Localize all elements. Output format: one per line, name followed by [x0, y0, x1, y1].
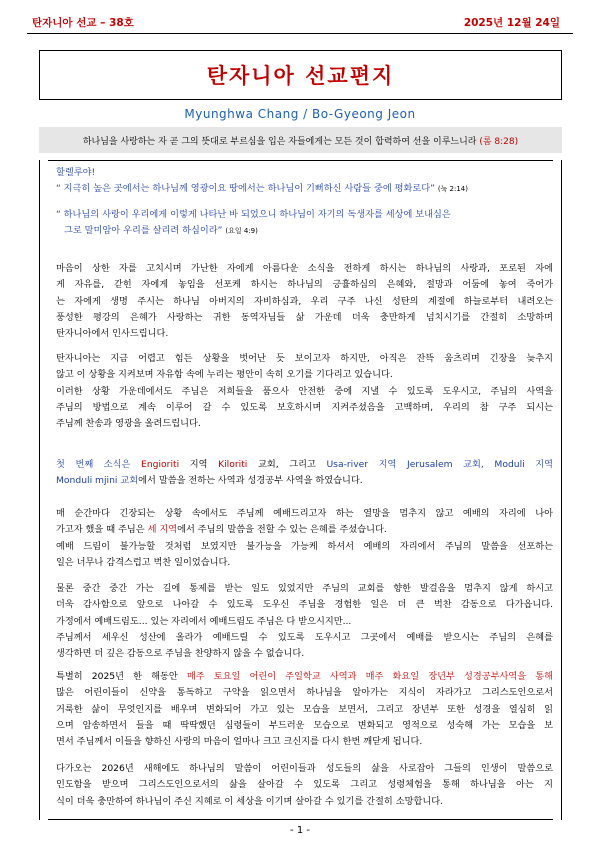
header-date: 2025년 12월 24일	[463, 17, 560, 29]
paragraph-4	[56, 581, 553, 662]
page-number: - 1 -	[290, 825, 310, 836]
paragraph-line: 않고 이 상황을 지켜보며 자유함 속에 누리는 평안이 속히 오기를 기다리고 있습니다.	[56, 369, 393, 381]
news-1-line-2	[56, 473, 553, 489]
paragraph-line: 마음이 상한 자를 고치시며 가난한 자에게 아름다운 소식을 전하게 하시는 하나님의 사랑과, 포로된 자에	[56, 263, 553, 274]
paragraph-line	[56, 522, 553, 538]
verse-text: 하나님을 사랑하는 자 곧 그의 뜻대로 부르심을 입은 자들에게는 모든 것이 합력하여 선을 이루느니라	[82, 136, 477, 147]
news-1-place-1: Engioriti	[141, 459, 180, 470]
news-1-places-2: Usa-river 지역 Jerusalem 교회, Moduli 지역	[326, 459, 554, 470]
verse-ref: (롬 8:28)	[479, 136, 519, 147]
paragraph-line: 게 자유를, 갇힌 자에게 놓임을 선포케 하시는 하나님의 긍휼하심의 은혜와, 절망과 어둠에 놓여 죽어가	[56, 279, 553, 291]
quote-1-ref: (눅 2:14)	[437, 185, 468, 194]
news-1-lead: 첫 번째 소식은	[56, 459, 131, 470]
news-1	[56, 457, 553, 490]
paragraph-fragment: 가고자 했을 때 주님은	[56, 524, 148, 536]
news-1-church-3: Monduli mjini 교회	[56, 475, 139, 487]
paragraph-line: 주님께서 세우신 성산에 올라가 예배드릴 수 있도록 도우시고 그곳에서 예배를 받으시는 주님의 은혜를	[56, 631, 553, 643]
quote-2-line-2	[56, 223, 553, 239]
quote-1-text: “ 지극히 높은 곳에서는 하나님께 영광이요 땅에서는 하나님이 기뻐하신 사람들 중에 평화로다”	[56, 183, 435, 195]
paragraph-line: 다가오는 2026년 새해에도 하나님의 말씀이 어린이들과 성도들의 삶을 사로잡아 그들의 인생이 말씀으로	[56, 763, 553, 774]
paragraph-fragment: 특별히 2025년 한 해동안	[56, 671, 187, 682]
paragraph-line: 탄자니아에서 인사드립니다.	[56, 328, 169, 340]
page-title: 탄자니아 선교편지	[206, 64, 395, 88]
paragraph-line: 많은 어린이들이 신약을 통독하고 구약을 읽으면서 하나님을 알아가는 지식이 자라가고 그리스도인으로서	[56, 687, 553, 699]
paragraph-2	[56, 351, 553, 432]
paragraph-line: 거룩한 삶이 무엇인지를 배우며 변화되어 가고 있는 모습을 보면서, 그리고 장년부 또한 성경을 열심히 읽	[56, 703, 553, 715]
quote-2	[56, 207, 553, 240]
paragraph-line: 예배 드림이 불가능할 것처럼 보였지만 불가능을 가능케 하셔서 예배의 자리에서 주님의 말씀을 선포하는	[56, 540, 553, 552]
quote-2-line-2-text: 그로 말미암아 우리를 살리려 하심이라”	[64, 225, 223, 237]
frame-right	[561, 160, 562, 820]
paragraph-line: 면서 주님께서 이들을 향하신 사랑의 마음이 얼마나 크고 크신지를 다시 한번 깨닫게 됩니다.	[56, 736, 423, 748]
paragraph-line: 이러한 상황 가운데에서도 주님은 저희들을 품으사 안전한 중에 지낼 수 있도록 도우시고, 주님의 사역을	[56, 385, 553, 397]
paragraph-line: 탄자니아는 지금 어렵고 힘든 상황을 벗어난 듯 보이고자 하지만, 아직은 잔뜩 움츠리며 긴장을 늦추지	[56, 353, 553, 364]
quote-2-line-1: “ 하나님의 사랑이 우리에게 이렇게 나타난 바 되었으니 하나님이 자기의 독생자를 세상에 보내심은	[56, 209, 451, 220]
news-1-rest: 에서 말씀을 전하는 사역과 성경공부 사역을 하였습니다.	[138, 475, 363, 487]
frame-left	[39, 160, 40, 820]
paragraph-line: 일은 너무나 감격스럽고 벅찬 일이었습니다.	[56, 556, 231, 568]
paragraph-fragment: 에서 주님의 말씀을 전할 수 있는 은혜를 주셨습니다.	[177, 524, 387, 536]
header-issue: 탄자니아 선교 – 38호	[32, 17, 134, 29]
paragraph-line: 풍성한 평강의 은혜가 사랑하는 귀한 동역자님들 삶 가운데 더욱 충만하게 넘치시기를 간절히 소망하며	[56, 311, 553, 323]
paragraph-line: 물론 중간 중간 가는 길에 통제를 받는 일도 있었지만 주님의 교회를 향한 발걸음을 멈추지 않게 하시고	[56, 583, 553, 594]
title-box	[39, 50, 562, 100]
paragraph-line: 으며 암송하면서 들을 때 딱딱했던 심령들이 부드러운 모습으로 변화되고 영적으로 성숙해 가는 모습을 보	[56, 719, 553, 731]
paragraph-line	[56, 669, 553, 685]
paragraph-6	[56, 761, 553, 810]
greeting-block	[56, 165, 553, 198]
quote-2-ref: (요일 4:9)	[225, 227, 258, 236]
header-divider	[27, 33, 573, 34]
paragraph-line: 더욱 감사함으로 앞으로 나아갈 수 있도록 도우신 주님을 경험한 일은 더 큰 벅찬 감동으로 다가옵니다.	[56, 599, 553, 611]
paragraph-line: 주님의 방법으로 계속 이루어 갈 수 있도록 보호하시며 지켜주셨음을 고백하며, 우리의 참 구주 되시는	[56, 401, 553, 413]
letter-body	[48, 160, 553, 820]
news-1-line-1	[56, 457, 553, 473]
news-1-word-2: 교회, 그리고	[257, 459, 316, 470]
paragraph-line: 식이 더욱 충만하여 하나님이 주신 지혜로 이 세상을 이기며 살아갈 수 있기를 간절히 소망합니다.	[56, 795, 444, 807]
three-regions-highlight: 세 지역	[147, 524, 178, 536]
paragraph-line: 매 순간마다 긴장되는 상황 속에서도 주님께 예배드리고자 하는 열망을 멈추지 않고 예배의 자리에 나아	[56, 508, 553, 519]
paragraph-1	[56, 261, 553, 342]
ministry-highlight: 매주 토요일 어린이 주일학교 사역과 매주 화요일 장년부 성경공부사역을 통해	[186, 671, 553, 682]
paragraph-line: 주님께 찬송과 영광을 올려드립니다.	[56, 418, 201, 430]
author-names: Myunghwa Chang / Bo-Gyeong Jeon	[184, 107, 416, 121]
news-1-word-1: 지역	[189, 459, 208, 470]
paragraph-line: 생각하면 더 깊은 감동으로 주님을 찬양하지 않을 수 없습니다.	[56, 648, 305, 660]
greeting: 할렐루야!	[56, 167, 96, 178]
paragraph-3	[56, 506, 553, 571]
verse-banner	[39, 127, 562, 153]
news-1-church-1: Kiloriti	[218, 459, 248, 470]
paragraph-line: 가정에서 예배드림도... 있는 자리에서 예배드림도 주님은 다 받으시지만...	[56, 615, 352, 627]
paragraph-5	[56, 669, 553, 750]
paragraph-line: 는 자에게 생명 주시는 하나님 아버지의 자비하심과, 우리 구주 나신 성탄의 계절에 하늘로부터 내려오는	[56, 295, 553, 307]
paragraph-line: 인도함을 받으며 그리스도인으로서의 삶을 살아갈 수 있도록 그리고 성령체험을 통해 하나님을 아는 지	[56, 779, 553, 791]
quote-1	[56, 181, 553, 197]
